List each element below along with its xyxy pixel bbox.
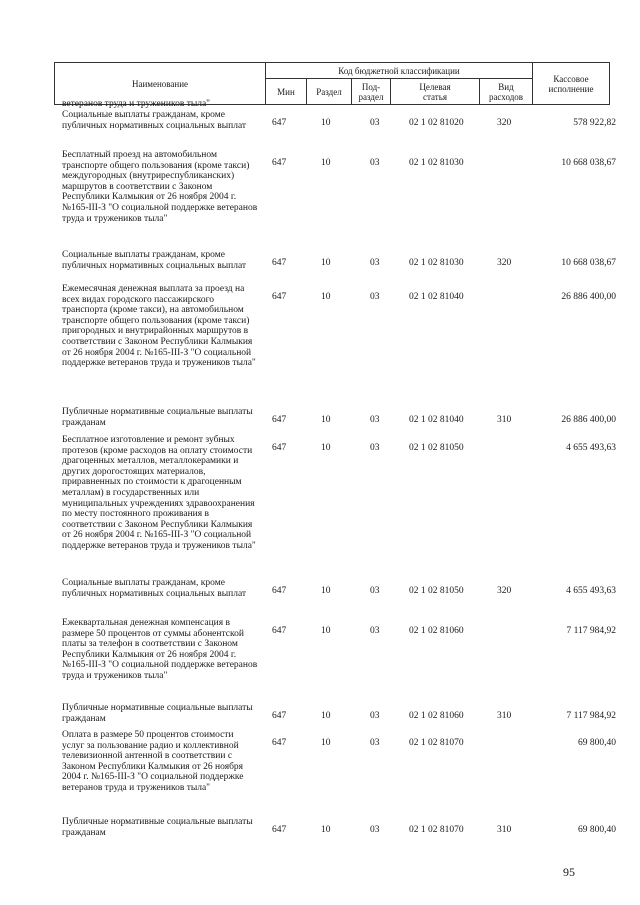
row-tselevaya: 02 1 02 81060 (409, 626, 464, 636)
row-kassa: 26 886 400,00 (561, 292, 616, 302)
row-kassa: 69 800,40 (578, 738, 616, 748)
row-vid: 320 (497, 586, 512, 596)
row-min: 647 (272, 825, 287, 835)
row-vid: 320 (497, 118, 512, 128)
row-razdel: 10 (321, 626, 331, 636)
row-min: 647 (272, 711, 287, 721)
row-razdel: 10 (321, 738, 331, 748)
row-name: Публичные нормативные социальные выплаты гражданам (62, 817, 253, 838)
header-podrazdel: Под- раздел (352, 79, 391, 105)
row-kassa: 7 117 984,92 (566, 711, 616, 721)
row-name: Социальные выплаты гражданам, кроме публичных нормативных социальных выплат (62, 250, 247, 271)
row-name: Бесплатное изготовление и ремонт зубных протезов (кроме расходов на оплату стоимости драгоценных металлов, металлокерамики и других дорогостоящих материалов, приравненных по стоимости к драгоценным металлам) в государственных или муниципальных учреждениях здравоохранения по месту постоянного проживания в соответствии с Законом Республики Калмыкия от 26 ноября 2004 г. №165-III-З "О социальной поддержке ветеранов труда и тружеников тыла" (62, 435, 256, 551)
row-podrazdel: 03 (370, 443, 380, 453)
row-tselevaya: 02 1 02 81070 (409, 738, 464, 748)
row-razdel: 10 (321, 158, 331, 168)
row-tselevaya: 02 1 02 81050 (409, 443, 464, 453)
row-name: Публичные нормативные социальные выплаты гражданам (62, 407, 253, 428)
row-tselevaya: 02 1 02 81060 (409, 711, 464, 721)
row-razdel: 10 (321, 258, 331, 268)
row-podrazdel: 03 (370, 158, 380, 168)
row-razdel: 10 (321, 443, 331, 453)
row-name: Оплата в размере 50 процентов стоимости услуг за пользование радио и коллективной телевизионной антенной в соответствии с Законом Республики Калмыкия от 26 ноября 2004 г. №165-III-З "О социальной поддержке ветеранов труда и тружеников тыла" (62, 730, 244, 793)
row-tselevaya: 02 1 02 81020 (409, 118, 464, 128)
header-code-group: Код бюджетной классификации (266, 63, 533, 79)
row-podrazdel: 03 (370, 292, 380, 302)
row-name: Социальные выплаты гражданам, кроме публичных нормативных социальных выплат (62, 110, 247, 131)
row-razdel: 10 (321, 118, 331, 128)
row-tselevaya: 02 1 02 81030 (409, 258, 464, 268)
row-podrazdel: 03 (370, 586, 380, 596)
row-kassa: 10 668 038,67 (561, 258, 616, 268)
row-razdel: 10 (321, 415, 331, 425)
row-podrazdel: 03 (370, 738, 380, 748)
row-vid: 310 (497, 711, 512, 721)
row-kassa: 4 655 493,63 (566, 586, 616, 596)
row-min: 647 (272, 292, 287, 302)
row-vid: 310 (497, 415, 512, 425)
row-vid: 310 (497, 825, 512, 835)
header-min: Мин (266, 79, 307, 105)
header-tselevaya: Целевая статья (391, 79, 480, 105)
row-min: 647 (272, 415, 287, 425)
row-vid: 320 (497, 258, 512, 268)
row-tselevaya: 02 1 02 81070 (409, 825, 464, 835)
row-min: 647 (272, 626, 287, 636)
row-name: Социальные выплаты гражданам, кроме публичных нормативных социальных выплат (62, 578, 247, 599)
row-min: 647 (272, 586, 287, 596)
page-number: 95 (563, 865, 575, 879)
row-podrazdel: 03 (370, 258, 380, 268)
header-kassa: Кассовое исполнение (533, 63, 610, 105)
row-name: Публичные нормативные социальные выплаты гражданам (62, 703, 253, 724)
row-kassa: 26 886 400,00 (561, 415, 616, 425)
row-min: 647 (272, 738, 287, 748)
row-razdel: 10 (321, 711, 331, 721)
header-name: Наименование (55, 63, 266, 105)
row-kassa: 10 668 038,67 (561, 158, 616, 168)
row-min: 647 (272, 258, 287, 268)
row-tselevaya: 02 1 02 81040 (409, 292, 464, 302)
header-razdel: Раздел (307, 79, 352, 105)
row-name: Бесплатный проезд на автомобильном транспорте общего пользования (кроме такси) междугородных (внутриреспубликанских) маршрутов в соответствии с Законом Республики Калмыкия от 26 ноября 2004 г. №165-III-З "О социальной поддержке ветеранов труда и тружеников тыла" (62, 150, 258, 224)
row-razdel: 10 (321, 825, 331, 835)
row-razdel: 10 (321, 292, 331, 302)
row-min: 647 (272, 158, 287, 168)
row-podrazdel: 03 (370, 825, 380, 835)
row-name: Ежемесячная денежная выплата за проезд на всех видах городского пассажирского транспорта (кроме такси), на автомобильном транспорте общего пользования (кроме такси) пригородных и внутрирайонных маршрутов в соответствии с Законом Республики Калмыкия от 26 ноября 2004 г. №165-III-З "О социальной поддержке ветеранов труда и тружеников тыла" (62, 284, 256, 369)
row-min: 647 (272, 118, 287, 128)
row-podrazdel: 03 (370, 415, 380, 425)
row-kassa: 578 922,82 (573, 118, 616, 128)
header-vid: Вид расходов (480, 79, 533, 105)
row-podrazdel: 03 (370, 626, 380, 636)
row-podrazdel: 03 (370, 711, 380, 721)
row-tselevaya: 02 1 02 81030 (409, 158, 464, 168)
row-razdel: 10 (321, 586, 331, 596)
row-tselevaya: 02 1 02 81050 (409, 586, 464, 596)
row-kassa: 7 117 984,92 (566, 626, 616, 636)
row-min: 647 (272, 443, 287, 453)
row-kassa: 69 800,40 (578, 825, 616, 835)
row-name: Ежеквартальная денежная компенсация в размере 50 процентов от суммы абонентской платы за телефон в соответствии с Законом Республики Калмыкия от 26 ноября 2004 г. №165-III-З "О социальной поддержке ветеранов труда и тружеников тыла" (62, 618, 258, 681)
row-tselevaya: 02 1 02 81040 (409, 415, 464, 425)
carryover-text: ветеранов труда и тружеников тыла" (62, 99, 211, 109)
row-podrazdel: 03 (370, 118, 380, 128)
row-kassa: 4 655 493,63 (566, 443, 616, 453)
